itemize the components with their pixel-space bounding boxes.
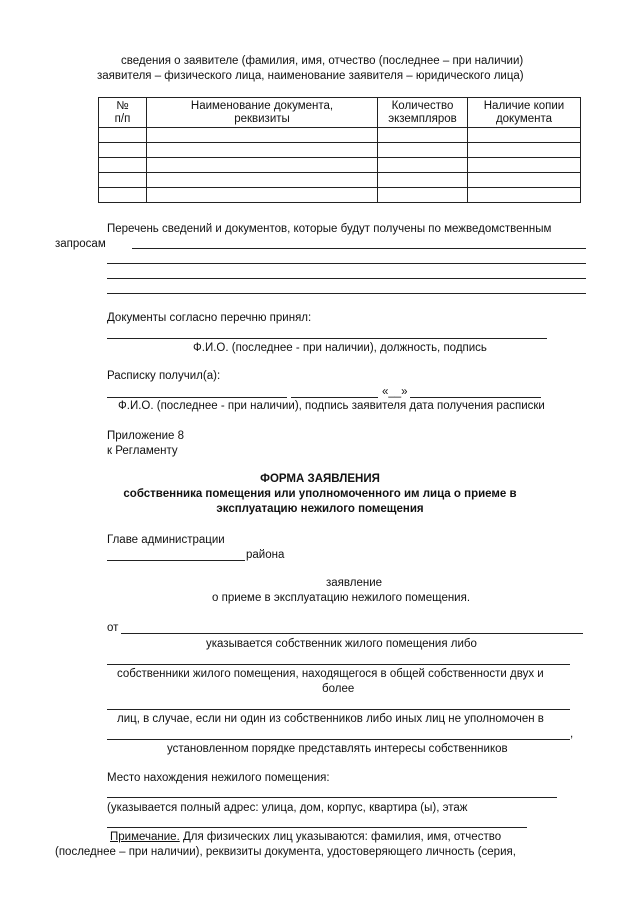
table-cell (147, 128, 378, 143)
receipt-date-mark: «__» (382, 386, 408, 398)
application-subtitle: о приеме в эксплуатацию нежилого помещения. (212, 592, 471, 604)
table-cell (147, 188, 378, 203)
form-subtitle-1: собственника помещения или уполномоченного им лица о приеме в (123, 488, 517, 500)
location-hint: (указывается полный адрес: улица, дом, корпус, квартира (ы), этаж (107, 802, 468, 814)
from-hint-4: установленном порядке представлять интересы собственников (167, 743, 508, 755)
location-line-2[interactable] (107, 827, 527, 828)
from-hint-1: указывается собственник жилого помещения либо (206, 638, 477, 650)
from-line-3[interactable] (107, 709, 570, 710)
table-cell (468, 188, 581, 203)
table-cell (99, 173, 147, 188)
table-row (99, 173, 581, 188)
table-header-row (99, 98, 581, 128)
interagency-line-1: Перечень сведений и документов, которые будут получены по межведомственным (107, 223, 552, 235)
note-label: Примечание. (110, 831, 180, 843)
from-hint-3-end: , (570, 728, 574, 740)
note-line-1-rest: Для физических лиц указываются: фамилия, имя, отчество (179, 831, 502, 843)
appendix-line-1: Приложение 8 (107, 430, 185, 442)
note-line-2: (последнее – при наличии), реквизиты документа, удостоверяющего личность (серия, (55, 846, 516, 858)
district-name-line[interactable] (107, 560, 245, 561)
interagency-line-field-3[interactable] (107, 278, 586, 279)
note-line-1 (110, 830, 501, 844)
district-label: района (246, 549, 285, 561)
table-cell (147, 173, 378, 188)
accepted-label: Документы согласно перечню принял: (107, 312, 312, 324)
table-cell (378, 128, 468, 143)
interagency-line-field-2[interactable] (107, 263, 586, 264)
table-cell (468, 173, 581, 188)
table-cell (378, 158, 468, 173)
table-cell (378, 143, 468, 158)
addressee-label: Главе администрации (107, 534, 225, 546)
table-cell (147, 143, 378, 158)
header-number: № п/п (99, 98, 147, 128)
header-copies-count: Количество экземпляров (378, 98, 468, 128)
table-row (99, 128, 581, 143)
table-cell (99, 143, 147, 158)
table-cell (378, 188, 468, 203)
application-title: заявление (326, 577, 383, 589)
location-label: Место нахождения нежилого помещения: (107, 772, 330, 784)
receipt-signature-line[interactable] (291, 397, 378, 398)
table-cell (99, 128, 147, 143)
appendix-line-2: к Регламенту (107, 445, 178, 457)
table-row (99, 143, 581, 158)
form-subtitle-2: эксплуатацию нежилого помещения (216, 503, 424, 515)
accepted-caption: Ф.И.О. (последнее - при наличии), должность, подпись (193, 342, 487, 354)
from-applicant-line[interactable] (121, 633, 583, 634)
header-document-name: Наименование документа, реквизиты (147, 98, 378, 128)
intro-line-2: заявителя – физического лица, наименование заявителя – юридического лица) (97, 70, 524, 82)
table-row (99, 188, 581, 203)
from-hint-2b: более (322, 683, 355, 695)
table-cell (468, 143, 581, 158)
location-address-line[interactable] (107, 797, 557, 798)
interagency-line-field-4[interactable] (107, 293, 586, 294)
table-cell (99, 158, 147, 173)
accepted-signature-line[interactable] (107, 338, 547, 339)
receipt-label: Расписку получил(а): (107, 370, 221, 382)
from-hint-3: лиц, в случае, если ни один из собственников либо иных лиц не уполномочен в (117, 713, 544, 725)
interagency-line-field-1[interactable] (132, 248, 586, 249)
table-cell (147, 158, 378, 173)
table-cell (468, 128, 581, 143)
from-hint-2: собственники жилого помещения, находящегося в общей собственности двух и (117, 668, 544, 680)
table-cell (468, 158, 581, 173)
from-label: от (107, 622, 119, 634)
from-line-2[interactable] (107, 664, 570, 665)
form-title: ФОРМА ЗАЯВЛЕНИЯ (260, 473, 380, 485)
receipt-date-line[interactable] (410, 397, 541, 398)
intro-line-1: сведения о заявителе (фамилия, имя, отчество (последнее – при наличии) (121, 55, 524, 67)
header-copy-present: Наличие копии документа (468, 98, 581, 128)
table-cell (99, 188, 147, 203)
table-cell (378, 173, 468, 188)
receipt-name-line[interactable] (107, 397, 287, 398)
from-line-4[interactable] (107, 739, 570, 740)
interagency-label: запросам (55, 238, 106, 250)
documents-table (98, 97, 581, 203)
table-row (99, 158, 581, 173)
receipt-caption: Ф.И.О. (последнее - при наличии), подпись заявителя дата получения расписки (118, 400, 545, 412)
